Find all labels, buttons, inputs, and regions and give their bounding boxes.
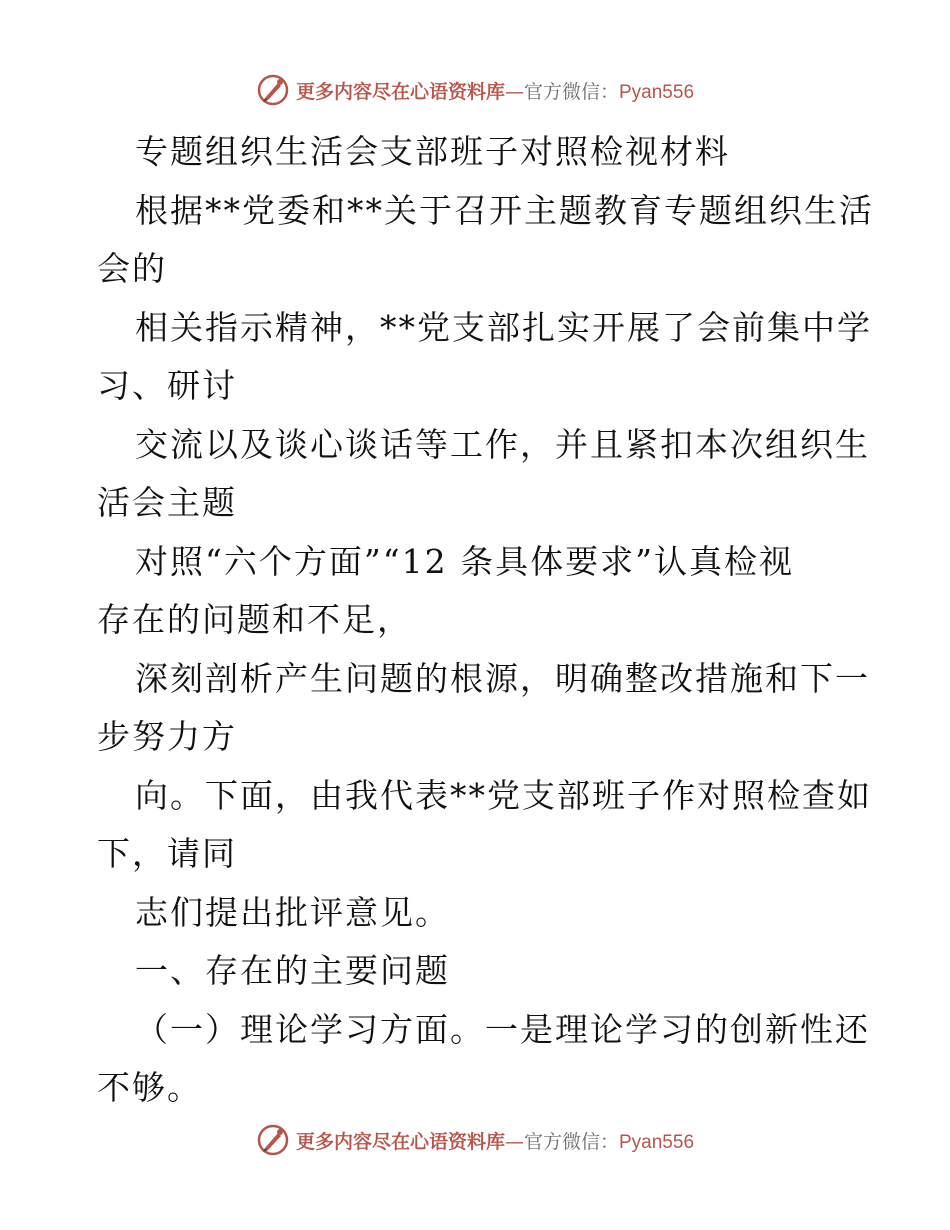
- paragraph-line: 会的: [97, 249, 167, 288]
- paragraph-line: 下，请同: [97, 834, 237, 873]
- paragraph-line: 不够。: [97, 1068, 202, 1107]
- paragraph-line: 根据**党委和**关于召开主题教育专题组织生活: [135, 190, 874, 230]
- paragraph-line: 深刻剖析产生问题的根源，明确整改措施和下一: [135, 658, 870, 698]
- watermark-banner-bottom: [0, 1120, 950, 1160]
- paragraph-line: 交流以及谈心谈话等工作，并且紧扣本次组织生: [135, 424, 870, 464]
- paragraph-line: 活会主题: [97, 483, 237, 522]
- section-heading: 一、存在的主要问题: [135, 951, 450, 990]
- pen-logo-icon: [256, 73, 290, 107]
- watermark-wechat-label: 官方微信：: [523, 80, 619, 103]
- watermark-dash: —: [504, 80, 524, 103]
- paragraph-line: （一）理论学习方面。一是理论学习的创新性还: [135, 1009, 870, 1049]
- watermark-wechat-id: Pyan556: [619, 1131, 695, 1153]
- paragraph-line: 步努力方: [97, 717, 237, 756]
- watermark-wechat-id: Pyan556: [619, 81, 695, 103]
- paragraph-line: 相关指示精神，**党支部扎实开展了会前集中学: [135, 307, 872, 347]
- watermark-text: [296, 1127, 694, 1154]
- paragraph-line: 习、研讨: [97, 366, 237, 405]
- document-title: 专题组织生活会支部班子对照检视材料: [135, 132, 730, 171]
- paragraph-line: 对照“六个方面”“12 条具体要求”认真检视: [135, 541, 794, 581]
- watermark-dash: —: [504, 1130, 524, 1153]
- paragraph-line: 向。下面，由我代表**党支部班子作对照检查如: [135, 775, 872, 815]
- watermark-banner-top: [0, 70, 950, 110]
- paragraph-line: 存在的问题和不足，: [97, 600, 412, 639]
- pen-logo-icon: [256, 1123, 290, 1157]
- watermark-wechat-label: 官方微信：: [523, 1130, 619, 1153]
- watermark-brand: 更多内容尽在心语资料库: [295, 1130, 505, 1153]
- watermark-text: [296, 77, 694, 104]
- document-body: [97, 123, 874, 1118]
- watermark-brand: 更多内容尽在心语资料库: [295, 80, 505, 103]
- paragraph-line: 志们提出批评意见。: [135, 892, 450, 932]
